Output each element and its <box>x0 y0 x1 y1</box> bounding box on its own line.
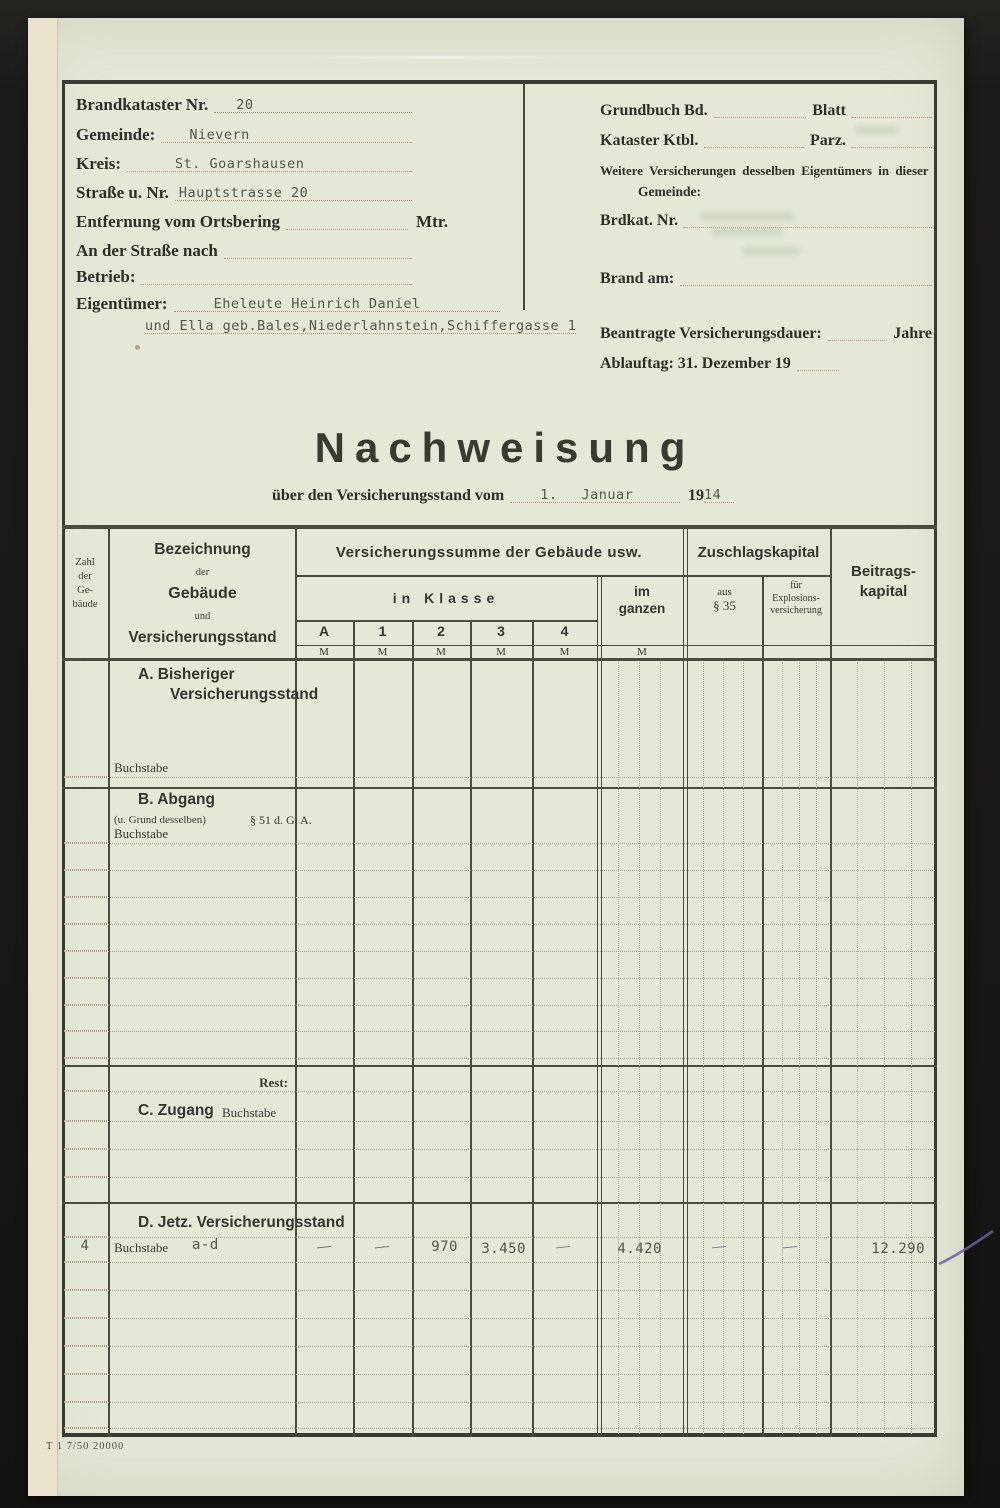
brandkataster-label: Brandkataster Nr. <box>76 95 209 115</box>
digit-guide <box>618 662 619 1434</box>
cell-aus-35 <box>695 1239 743 1255</box>
row-d-count: 4 <box>80 1238 90 1254</box>
row-b-note: (u. Grund desselben) <box>114 814 206 826</box>
col-header-zahl <box>63 556 107 612</box>
bezeichnung-line: Gebäude <box>168 585 237 602</box>
digit-guide <box>911 662 912 1434</box>
kreis-label: Kreis: <box>76 154 122 174</box>
eigentuemer-value: Eheleute Heinrich Daniel <box>213 296 421 312</box>
subtitle-month-value: Januar <box>581 487 634 503</box>
paper-left-edge <box>28 18 58 1496</box>
dotted-line <box>64 870 935 871</box>
digit-guide <box>723 662 724 1434</box>
dotted-line <box>64 1005 935 1006</box>
col-header-klasse-2: 2 <box>437 623 445 639</box>
field-gemeinde <box>76 124 412 145</box>
grid-line <box>470 620 472 1437</box>
subtitle-row <box>272 484 734 505</box>
field-betrieb <box>76 266 412 287</box>
ink-slash-mark <box>936 1228 996 1268</box>
field-versicherungsdauer <box>600 322 932 343</box>
dotted-line <box>64 1290 935 1291</box>
dash-mark: — <box>373 1238 391 1256</box>
eigentuemer-line <box>174 293 500 312</box>
eigentuemer-value-2: und Ella geb.Bales,Niederlahnstein,Schiffergasse 1 <box>145 318 577 334</box>
grid-line <box>683 528 684 1437</box>
dauer-line <box>828 322 887 341</box>
cell-klasse-1 <box>358 1239 406 1255</box>
cell-beitragskapital: 12.290 <box>871 1241 925 1257</box>
zahl-line: bäude <box>72 599 98 610</box>
dauer-label: Beantragte Versicherungsdauer: <box>600 324 822 342</box>
bezeichnung-line: der <box>195 566 210 578</box>
group-header-in-klasse: in Klasse <box>392 590 500 606</box>
dotted-line <box>64 924 935 925</box>
unit-mark: M <box>319 646 329 658</box>
weitere-versicherungen-note-2: Gemeinde: <box>638 184 701 199</box>
row-a-title: A. Bisheriger <box>138 666 235 683</box>
grid-line <box>353 620 355 1437</box>
dotted-line <box>64 843 935 844</box>
col-header-aus-35 <box>689 585 760 613</box>
digit-guide <box>639 662 640 1434</box>
kataster-label: Kataster Ktbl. <box>600 131 699 149</box>
dotted-line <box>64 1262 935 1263</box>
subtitle-year-value: 14 <box>704 487 722 503</box>
zahl-line: Zahl <box>75 557 95 568</box>
row-c-bottom-rule <box>62 1202 937 1204</box>
digit-guide <box>782 662 783 1434</box>
explosion-line: Explosions- <box>772 592 820 604</box>
dash-mark: — <box>315 1238 333 1256</box>
dotted-line <box>64 1402 935 1403</box>
dotted-line <box>64 1318 935 1319</box>
brand-am-label: Brand am: <box>600 269 675 287</box>
eigentuemer-label: Eigentümer: <box>76 294 168 314</box>
cell-klasse-4 <box>537 1239 589 1255</box>
zahl-line: der <box>78 571 92 582</box>
entfernung-line <box>286 211 408 230</box>
explosion-line: versicherung <box>770 605 822 616</box>
anstrasse-line <box>224 240 412 259</box>
weitere-versicherungen-note: Weitere Versicherungen desselben Eigentümers in dieser <box>600 163 929 178</box>
strasse-label: Straße u. Nr. <box>76 183 169 203</box>
digit-guide <box>703 662 704 1434</box>
unit-mark: M <box>436 646 446 658</box>
dash-mark: — <box>710 1238 728 1256</box>
row-b-title: B. Abgang <box>138 791 215 808</box>
grid-line <box>830 528 832 1437</box>
subtitle-day-value: 1. <box>540 487 558 503</box>
brdkat-line <box>684 209 932 228</box>
bezeichnung-line: Versicherungsstand <box>128 629 277 646</box>
grid-line <box>762 575 764 1437</box>
digit-guide <box>660 662 661 1434</box>
gemeinde-label: Gemeinde: <box>76 125 156 145</box>
grid-line <box>108 528 110 1437</box>
subtitle-year-printed: 19 <box>688 487 704 504</box>
parz-line <box>852 129 932 148</box>
bezeichnung-line: Bezeichnung <box>154 541 251 558</box>
field-brand-am <box>600 267 932 288</box>
im-ganzen-line: im <box>634 584 650 599</box>
row-b-paragraph-ref: § 51 d. G. A. <box>250 813 312 827</box>
anstrasse-label: An der Straße nach <box>76 241 218 261</box>
unit-mark: M <box>637 646 647 658</box>
row-b-bottom-rule <box>62 1065 937 1067</box>
entfernung-label: Entfernung vom Ortsbering <box>76 212 280 232</box>
row-a-title-2: Versicherungsstand <box>170 686 319 703</box>
grid-line <box>601 575 602 1437</box>
field-strasse <box>76 182 412 203</box>
im-ganzen-line: ganzen <box>618 601 666 616</box>
unit-mark: M <box>496 646 506 658</box>
grid-line <box>295 528 297 1437</box>
brandkataster-line <box>214 94 412 113</box>
explosion-line: für <box>790 580 802 591</box>
dotted-line <box>64 1374 935 1375</box>
aus35-line: aus <box>717 586 732 598</box>
grundbuch-label: Grundbuch Bd. <box>600 101 708 119</box>
gemeinde-value: Nievern <box>189 127 250 143</box>
entfernung-unit: Mtr. <box>416 212 448 232</box>
dotted-line <box>64 777 935 778</box>
rest-label: Rest: <box>259 1075 288 1090</box>
dotted-line <box>64 1031 935 1032</box>
row-c-buchstabe: Buchstabe <box>222 1105 277 1120</box>
dauer-unit: Jahre <box>893 324 932 342</box>
table-header-bottom-rule <box>62 658 937 661</box>
dotted-line <box>64 1091 935 1092</box>
col-header-klasse-1: 1 <box>378 623 387 639</box>
brdkat-label: Brdkat. Nr. <box>600 211 679 229</box>
beitrag-line: kapital <box>859 583 908 600</box>
dotted-line <box>64 897 935 898</box>
brand-am-line <box>680 267 932 286</box>
eigentuemer-line-2 <box>145 315 576 334</box>
field-eigentuemer <box>76 293 500 314</box>
aus35-line: § 35 <box>713 598 736 613</box>
dotted-line <box>64 951 935 952</box>
beitrag-line: Beitrags- <box>850 563 917 580</box>
ablauftag-label: Ablauftag: 31. Dezember 19 <box>600 354 791 372</box>
cell-im-ganzen: 4.420 <box>617 1241 662 1257</box>
cell-explosion <box>766 1239 814 1255</box>
digit-guide <box>743 662 744 1434</box>
field-eigentuemer-2 <box>145 315 577 336</box>
bezeichnung-line: und <box>194 610 211 622</box>
unit-mark: M <box>559 646 570 658</box>
kreis-line <box>127 153 412 172</box>
subtitle-year-line <box>704 484 734 503</box>
grid-line <box>295 575 830 577</box>
field-ablauftag <box>600 352 860 373</box>
dotted-line <box>64 1346 935 1347</box>
gemeinde-line <box>161 124 412 143</box>
digit-guide <box>799 662 800 1434</box>
row-d-buchstabe: Buchstabe <box>114 1240 169 1255</box>
grid-line <box>532 620 534 1437</box>
field-kreis <box>76 153 412 174</box>
blatt-line <box>852 99 932 118</box>
grid-line <box>412 620 414 1437</box>
page-title: Nachweisung <box>314 424 696 471</box>
brandkataster-value: 20 <box>236 97 254 113</box>
dotted-line <box>64 1121 935 1122</box>
field-kataster <box>600 129 932 150</box>
table-top-rule <box>62 525 937 529</box>
digit-guide <box>816 662 817 1434</box>
dotted-line <box>64 1428 935 1429</box>
field-grundbuch <box>600 99 932 120</box>
dotted-line <box>64 1058 935 1059</box>
paper-crease <box>282 56 592 59</box>
kreis-value: St. Goarshausen <box>175 156 305 172</box>
col-header-bezeichnung <box>110 541 295 647</box>
blatt-label: Blatt <box>812 101 846 119</box>
row-a-buchstabe: Buchstabe <box>114 760 169 775</box>
subtitle-date-line <box>510 484 680 503</box>
col-header-explosion <box>764 580 828 618</box>
grid-line <box>295 620 597 622</box>
cell-klasse-2: 970 <box>431 1239 458 1255</box>
parz-label: Parz. <box>810 131 846 149</box>
field-brdkat <box>600 209 932 230</box>
form-print-code: T 1 7/50 20000 <box>46 1441 125 1452</box>
group-header-versicherungssumme: Versicherungssumme der Gebäude usw. <box>335 544 643 561</box>
ablauftag-line <box>797 352 839 371</box>
row-c-title: C. Zugang <box>138 1102 214 1119</box>
grid-line <box>597 575 598 1437</box>
col-header-im-ganzen <box>603 583 681 617</box>
zahl-line: Ge- <box>77 585 93 596</box>
col-header-beitragskapital <box>832 562 935 602</box>
col-header-klasse-4: 4 <box>560 623 569 639</box>
grid-line <box>687 528 688 1437</box>
group-header-zuschlagskapital: Zuschlagskapital <box>697 544 820 561</box>
cell-klasse-3: 3.450 <box>481 1241 526 1257</box>
col-header-klasse-3: 3 <box>497 623 505 639</box>
dotted-line <box>64 978 935 979</box>
betrieb-label: Betrieb: <box>76 267 136 287</box>
digit-guide <box>884 662 885 1434</box>
subtitle-prefix: über den Versicherungsstand vom <box>272 487 505 504</box>
header-column-divider <box>523 82 525 310</box>
dotted-line <box>64 1149 935 1150</box>
field-entfernung <box>76 211 448 232</box>
digit-guide <box>857 662 858 1434</box>
strasse-line <box>175 182 412 201</box>
row-a-bottom-rule <box>62 787 937 789</box>
strasse-value: Hauptstrasse 20 <box>178 185 309 201</box>
dash-mark: — <box>781 1238 799 1256</box>
row-d-title: D. Jetz. Versicherungsstand <box>138 1214 345 1231</box>
cell-klasse-a <box>300 1239 348 1255</box>
unit-mark: M <box>377 646 388 658</box>
dash-mark: — <box>554 1238 572 1256</box>
row-b-buchstabe: Buchstabe <box>114 826 169 841</box>
field-anstrasse <box>76 240 412 261</box>
betrieb-line <box>141 266 412 285</box>
grundbuch-line <box>714 99 807 118</box>
kataster-line <box>704 129 804 148</box>
row-d-buchstabe-value: a-d <box>192 1237 219 1253</box>
col-header-klasse-a: A <box>318 623 330 639</box>
dotted-line <box>64 1177 935 1178</box>
field-brandkataster <box>76 94 412 115</box>
